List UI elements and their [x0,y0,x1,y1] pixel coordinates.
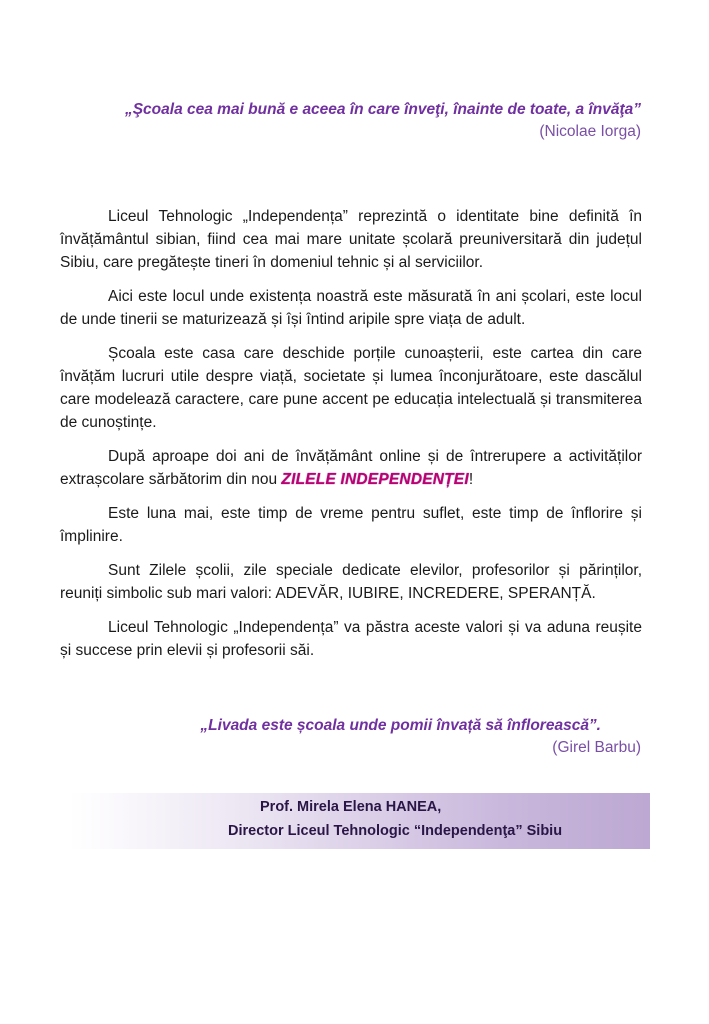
opening-quote-text: „Şcoala cea mai bună e aceea în care înveţi, înainte de toate, a învăţa” [124,101,641,118]
paragraph-4 [60,445,642,491]
signature-name: Prof. Mirela Elena HANEA, [260,799,442,815]
paragraph-1: Liceul Tehnologic „Independența” reprezintă o identitate bine definită în învățământul sibian, fiind cea mai mare unitate școlară preuniversitară din județul Sibiu, care pregătește tineri în domeniul tehnic și al serviciilor. [60,208,642,271]
main-text-body [60,205,642,673]
signature-band [70,793,650,849]
zilele-independentei-highlight: ZILELE INDEPENDENȚEI [281,471,469,488]
signature-title: Director Liceul Tehnologic “Independenţa” Sibiu [228,823,563,839]
paragraph-4-end: ! [468,471,474,488]
opening-quote-block [60,99,641,143]
opening-quote-author: (Nicolae Iorga) [539,123,641,140]
paragraph-5: Este luna mai, este timp de vreme pentru suflet, este timp de înflorire și împlinire. [60,505,642,545]
closing-quote-author: (Girel Barbu) [552,739,641,756]
paragraph-3: Școala este casa care deschide porțile cunoașterii, este cartea din care învățăm lucruri utile despre viață, societate și lumea înconjurătoare, este dascălul care modelează caractere, care pune accent pe educația intelectuală și transmiterea de cunoștințe. [60,345,642,431]
paragraph-7: Liceul Tehnologic „Independența” va păstra aceste valori și va aduna reușite și succese prin elevii și profesorii săi. [60,619,642,659]
closing-quote-text: „Livada este școala unde pomii învață să înflorească”. [200,717,601,734]
closing-quote-block [60,715,641,759]
paragraph-4-text: După aproape doi ani de învățământ online și de întrerupere a activităților extrașcolare sărbătorim din nou [60,448,642,488]
paragraph-2: Aici este locul unde existența noastră este măsurată în ani școlari, este locul de unde tinerii se maturizează și își întind aripile spre viața de adult. [60,288,642,328]
paragraph-6: Sunt Zilele școlii, zile speciale dedicate elevilor, profesorilor și părinților, reuniți simbolic sub mari valori: ADEVĂR, IUBIRE, INCREDERE, SPERANȚĂ. [60,562,642,602]
